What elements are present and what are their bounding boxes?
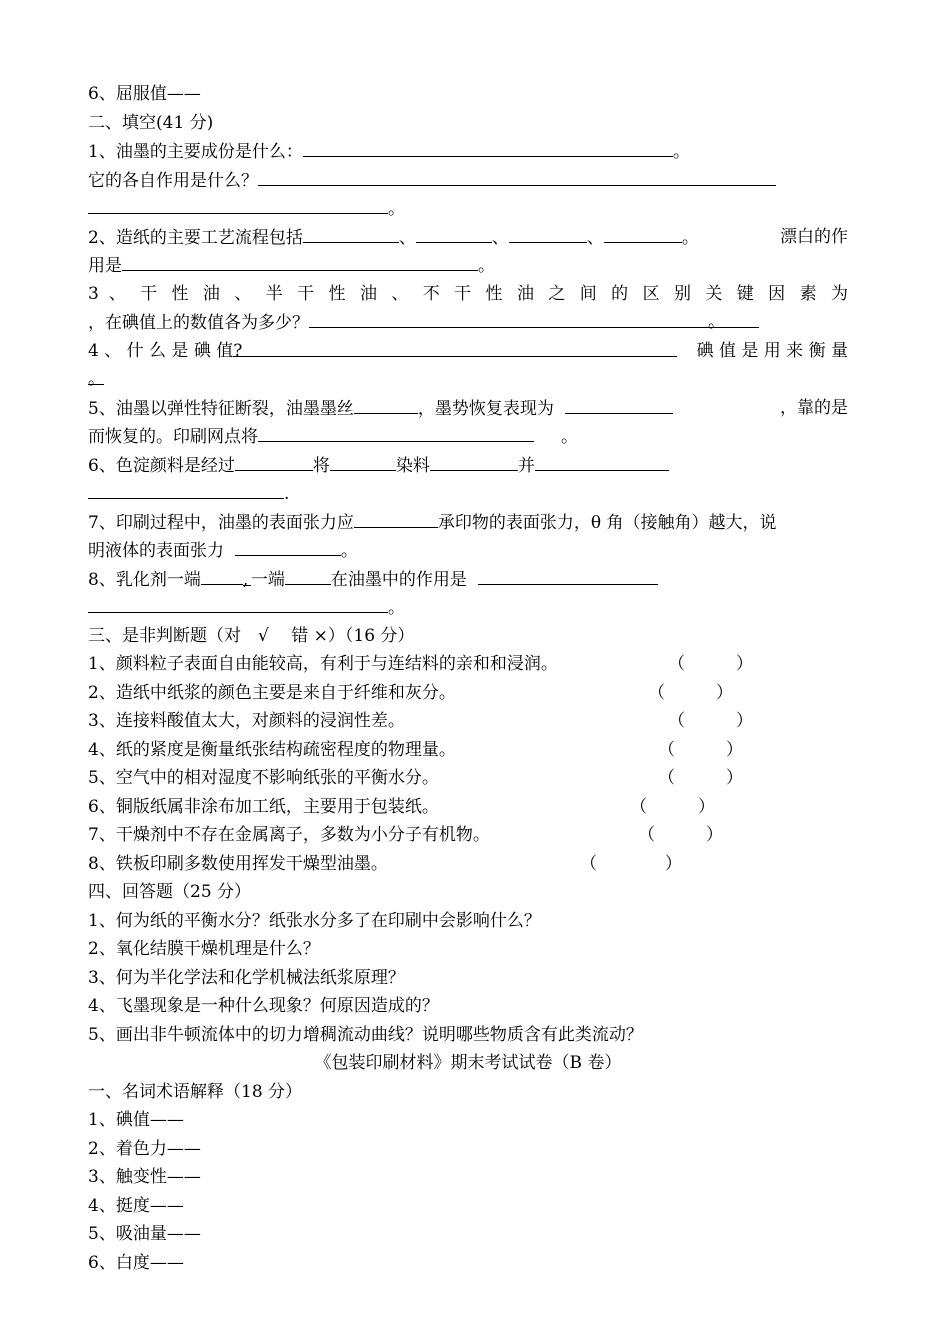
punct: 、 [398,227,416,248]
fill-q1-line1 [88,137,848,166]
question-text: 3 、 干 性 油 、 半 干 性 油 、 不 干 性 油 之 间 的 区 别 关 键 因 素 为 [88,283,848,304]
answer-blank[interactable] [88,194,388,214]
term-text: 4、挺度—— [88,1195,184,1216]
exam-b-title [88,1049,848,1078]
question-text: ，在碘值上的数值各为多少？ [88,313,309,333]
answer-paren[interactable]: （ ） [580,853,682,874]
term-text: 1、碘值—— [88,1110,184,1130]
question-text: 8、乳化剂一端 [88,569,201,590]
b-term-4 [88,1192,848,1221]
answer-blank[interactable] [235,451,313,471]
fill-q8-line2 [88,593,848,622]
answer-question-1 [88,907,848,936]
judge-text: 2、造纸中纸浆的颜色主要是来自于纤维和灰分。 [88,682,456,703]
answer-blank[interactable] [330,451,396,471]
answer-blank[interactable] [416,223,492,243]
section-title-text: 一、名词术语解释（18 分） [88,1081,303,1102]
fill-q6-line1 [88,451,848,480]
punct: 。 [340,541,358,561]
punct: , [242,569,249,590]
fill-q6-line2 [88,479,848,508]
section-3-title [88,622,848,651]
punct: 。 [708,312,725,332]
fill-q1-line2 [88,166,848,195]
punct: 。 [388,598,405,618]
punct: 、 [586,227,604,248]
term-yield [88,80,848,109]
question-text: 2、氧化结膜干燥机理是什么？ [88,939,320,959]
judge-text: 5、空气中的相对湿度不影响纸张的平衡水分。 [88,768,439,788]
answer-blank[interactable] [303,223,399,243]
question-text: 漂白的作 [780,226,848,247]
answer-blank[interactable] [235,536,341,556]
fill-q1-line3 [88,194,848,223]
question-text: 承印物的表面张力，θ 角（接触角）越大，说 [437,512,777,533]
punct: 、 [491,227,509,248]
term-text: 6、白度—— [88,1252,184,1273]
answer-blank[interactable] [258,166,776,186]
question-text: 在油墨中的作用是 [330,569,467,590]
answer-question-3 [88,964,848,993]
question-text: 明液体的表面张力 [88,541,224,561]
answer-blank[interactable] [88,365,105,389]
section-title-text: 三、是非判断题（对 √ 错 ×）（16 分） [88,625,415,646]
question-text: 碘 值 是 用 来 衡 量 [696,340,848,361]
judge-item-2 [88,679,848,708]
judge-text: 8、铁板印刷多数使用挥发干燥型油墨。 [88,853,388,874]
judge-item-3 [88,707,848,736]
answer-blank[interactable] [604,223,682,243]
answer-blank[interactable] [258,422,534,442]
question-text: 6、色淀颜料是经过 [88,455,235,476]
question-text: ，墨势恢复表现为 [417,398,554,419]
answer-blank[interactable] [233,337,677,361]
answer-blank[interactable] [88,479,284,499]
question-text: 它的各自作用是什么？ [88,170,258,191]
question-text: 1、何为纸的平衡水分？纸张水分多了在印刷中会影响什么？ [88,910,541,931]
b-term-3 [88,1163,848,1192]
answer-blank[interactable] [478,565,658,585]
answer-blank[interactable] [354,394,418,414]
answer-paren[interactable]: （ ） [648,682,733,703]
question-text: 5、画出非牛顿流体中的切力增稠流动曲线？说明哪些物质含有此类流动？ [88,1024,643,1045]
punct: . [284,484,290,504]
judge-text: 1、颜料粒子表面自由能较高，有利于与连结料的亲和和浸润。 [88,654,558,674]
judge-text: 3、连接料酸值太大，对颜料的浸润性差。 [88,711,405,731]
answer-blank[interactable] [565,394,673,414]
question-text: 一端 [250,569,285,590]
fill-q4-line1 [88,337,848,366]
question-text: 4、飞墨现象是一种什么现象？何原因造成的？ [88,996,439,1016]
judge-item-4 [88,736,848,765]
fill-q2-line2 [88,251,848,280]
answer-blank[interactable] [285,565,331,585]
answer-paren[interactable]: （ ） [668,711,753,731]
question-text: 用是 [88,256,122,276]
b-section-1-title [88,1078,848,1107]
question-text: ，靠的是 [780,397,848,418]
judge-item-7 [88,821,848,850]
fill-q5-line2 [88,422,848,451]
section-title-text: 四、回答题（25 分） [88,882,252,902]
answer-question-2 [88,935,848,964]
fill-q8-line1 [88,565,848,594]
answer-blank[interactable] [309,308,759,328]
answer-question-4 [88,992,848,1021]
punct: 。 [478,256,495,276]
question-text: 并 [517,455,535,476]
question-text: 7、印刷过程中，油墨的表面张力应 [88,512,354,533]
judge-text: 6、铜版纸属非涂布加工纸，主要用于包装纸。 [88,796,439,817]
fill-q3-line1 [88,280,848,309]
question-text: 将 [312,455,330,476]
fill-q5-line1 [88,394,848,423]
question-text: 2、造纸的主要工艺流程包括 [88,227,303,248]
judge-item-6 [88,793,848,822]
judge-item-8 [88,850,848,879]
answer-paren[interactable]: （ ） [658,739,743,760]
answer-paren[interactable]: （ ） [630,796,715,817]
b-term-2 [88,1135,848,1164]
term-text: 2、着色力—— [88,1138,201,1159]
punct: 。 [88,369,105,389]
question-text: 5、油墨以弹性特征断裂，油墨墨丝 [88,398,354,419]
answer-blank[interactable] [354,508,438,528]
answer-blank[interactable] [430,451,518,471]
answer-blank[interactable] [509,223,587,243]
b-term-1 [88,1106,848,1135]
answer-paren[interactable]: （ ） [638,825,723,845]
answer-blank[interactable] [88,593,388,613]
fill-q7-line2 [88,536,848,565]
answer-blank[interactable] [201,565,243,585]
answer-blank[interactable] [242,566,251,590]
punct: 。 [561,427,579,447]
question-text: 3、何为半化学法和化学机械法纸浆原理？ [88,967,405,988]
answer-paren[interactable]: （ ） [668,654,753,674]
question-mark: ? [233,340,243,361]
fill-q3-line2 [88,308,848,337]
exam-title-text: 《包装印刷材料》期末考试试卷（B 卷） [314,1053,622,1073]
term-text: 5、吸油量—— [88,1224,201,1244]
punct: 。 [672,142,690,162]
question-text: 1、油墨的主要成份是什么： [88,142,303,162]
fill-q4-line2 [88,365,848,394]
fill-q7-line1 [88,508,848,537]
answer-blank[interactable] [303,137,673,157]
judge-item-1 [88,650,848,679]
exam-page [88,80,848,1277]
question-text: 染料 [395,455,430,476]
b-term-6 [88,1249,848,1278]
section-title-text: 二、填空(41 分) [88,112,214,133]
term-text: 3、触变性—— [88,1167,201,1187]
answer-blank[interactable] [535,451,669,471]
term-text: 6、屈服值—— [88,84,201,104]
judge-text: 7、干燥剂中不存在金属离子，多数为小分子有机物。 [88,825,490,845]
b-term-5 [88,1220,848,1249]
fill-q2-line1 [88,223,848,252]
answer-question-5 [88,1021,848,1050]
question-text: 而恢复的。印刷网点将 [88,427,258,447]
section-4-title [88,878,848,907]
judge-text: 4、纸的紧度是衡量纸张结构疏密程度的物理量。 [88,739,456,760]
question-text: 4 、 什 么 是 碘 值 [88,340,234,361]
answer-paren[interactable]: （ ） [658,768,743,788]
judge-item-5 [88,764,848,793]
answer-blank[interactable] [122,251,478,271]
punct: 。 [681,227,699,248]
section-2-title [88,109,848,138]
punct: 。 [388,199,405,219]
